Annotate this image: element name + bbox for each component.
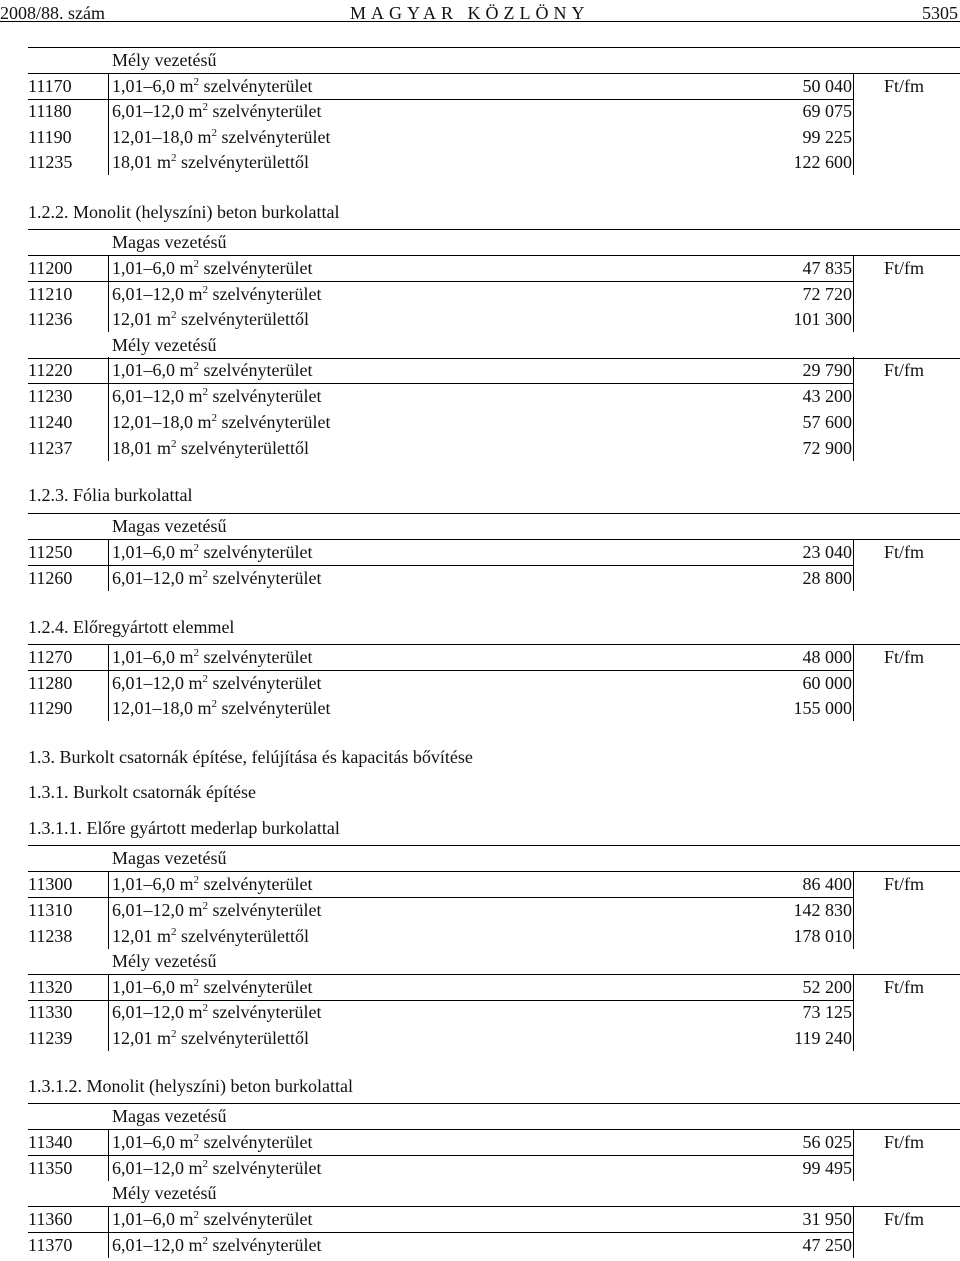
- item-code: 11250: [28, 542, 73, 562]
- exponent: 2: [193, 1209, 200, 1221]
- price-unit: Ft/fm: [884, 1209, 925, 1229]
- item-description: [112, 539, 312, 568]
- area-range: 1,01–6,0 m: [112, 1132, 194, 1152]
- conduit-type-label: Mély vezetésű: [112, 951, 217, 971]
- price-unit: Ft/fm: [884, 258, 925, 278]
- area-suffix: szelvényterület: [217, 127, 331, 147]
- area-suffix: szelvényterület: [199, 360, 313, 380]
- area-range: 1,01–6,0 m: [112, 360, 194, 380]
- column-rule: [108, 644, 109, 670]
- item-description: [112, 565, 321, 594]
- item-description: [112, 306, 309, 335]
- exponent: 2: [193, 977, 200, 989]
- area-range: 12,01 m: [112, 926, 172, 946]
- column-rule: [108, 124, 109, 150]
- item-code: 11230: [28, 386, 73, 406]
- exponent: 2: [202, 1158, 209, 1170]
- exponent: 2: [202, 673, 209, 685]
- journal-title: MAGYAR KÖZLÖNY: [350, 3, 590, 23]
- item-code: 11180: [28, 101, 72, 121]
- page-number: 5305: [922, 3, 958, 23]
- column-rule: [108, 923, 109, 949]
- unit-price: 28 800: [802, 568, 852, 588]
- table-row: [0, 357, 960, 383]
- unit-price: 72 720: [802, 284, 852, 304]
- item-description: [112, 999, 321, 1028]
- item-description: [112, 357, 312, 386]
- column-rule: [108, 73, 109, 99]
- column-rule: [853, 281, 854, 307]
- price-unit: Ft/fm: [884, 977, 925, 997]
- item-code: 11210: [28, 284, 73, 304]
- column-rule: [853, 409, 854, 435]
- item-description: [112, 1232, 321, 1261]
- item-code: 11235: [28, 152, 73, 172]
- column-rule: [853, 565, 854, 591]
- conduit-type-label: Magas vezetésű: [112, 232, 227, 252]
- item-code: 11290: [28, 698, 73, 718]
- column-rule: [108, 1232, 109, 1258]
- item-code: 11370: [28, 1235, 73, 1255]
- unit-price: 101 300: [793, 309, 852, 329]
- item-code: 11270: [28, 647, 73, 667]
- unit-price: 99 225: [802, 127, 852, 147]
- column-rule: [853, 255, 854, 281]
- item-description: [112, 383, 321, 412]
- exponent: 2: [211, 412, 218, 424]
- column-rule: [108, 435, 109, 461]
- item-code: 11237: [28, 438, 73, 458]
- item-code: 11240: [28, 412, 73, 432]
- table-row: [0, 383, 960, 409]
- area-suffix: szelvényterülettől: [176, 309, 309, 329]
- item-code: 11239: [28, 1028, 73, 1048]
- table-row: [0, 871, 960, 897]
- column-rule: [853, 871, 854, 897]
- area-range: 1,01–6,0 m: [112, 542, 194, 562]
- column-rule: [853, 73, 854, 99]
- column-rule: [108, 98, 109, 124]
- exponent: 2: [202, 1235, 209, 1247]
- table-row: [0, 695, 960, 721]
- area-suffix: szelvényterülettől: [176, 1028, 309, 1048]
- price-unit: Ft/fm: [884, 1132, 925, 1152]
- area-range: 1,01–6,0 m: [112, 977, 194, 997]
- item-description: [112, 409, 330, 438]
- exponent: 2: [202, 386, 209, 398]
- area-suffix: szelvényterület: [208, 673, 322, 693]
- area-suffix: szelvényterület: [208, 1158, 322, 1178]
- item-code: 11220: [28, 360, 73, 380]
- column-rule: [108, 255, 109, 281]
- area-range: 18,01 m: [112, 438, 172, 458]
- unit-price: 72 900: [802, 438, 852, 458]
- item-code: 11280: [28, 673, 73, 693]
- unit-price: 57 600: [802, 412, 852, 432]
- table-row: [0, 565, 960, 591]
- exponent: 2: [202, 284, 209, 296]
- unit-price: 23 040: [802, 542, 852, 562]
- item-code: 11300: [28, 874, 73, 894]
- area-suffix: szelvényterület: [199, 542, 313, 562]
- table-row: [0, 306, 960, 332]
- area-range: 12,01 m: [112, 1028, 172, 1048]
- exponent: 2: [193, 542, 200, 554]
- unit-price: 31 950: [802, 1209, 852, 1229]
- item-description: [112, 1025, 309, 1054]
- issue-number: 2008/88. szám: [0, 3, 105, 23]
- column-rule: [853, 897, 854, 923]
- column-rule: [108, 383, 109, 409]
- item-description: [112, 897, 321, 926]
- item-description: [112, 871, 312, 900]
- conduit-type-label: Mély vezetésű: [112, 335, 217, 355]
- exponent: 2: [193, 647, 200, 659]
- column-rule: [853, 435, 854, 461]
- unit-price: 60 000: [802, 673, 852, 693]
- unit-price: 47 250: [802, 1235, 852, 1255]
- unit-price: 86 400: [802, 874, 852, 894]
- area-range: 6,01–12,0 m: [112, 673, 203, 693]
- exponent: 2: [202, 900, 209, 912]
- area-range: 18,01 m: [112, 152, 172, 172]
- conduit-type-label: Magas vezetésű: [112, 516, 227, 536]
- unit-price: 73 125: [802, 1002, 852, 1022]
- item-code: 11350: [28, 1158, 73, 1178]
- column-rule: [853, 999, 854, 1025]
- area-range: 6,01–12,0 m: [112, 1158, 203, 1178]
- item-code: 11238: [28, 926, 73, 946]
- item-code: 11330: [28, 1002, 73, 1022]
- table-row: [0, 73, 960, 99]
- table-row: [0, 149, 960, 175]
- section-heading: 1.3.1. Burkolt csatornák építése: [28, 782, 256, 802]
- unit-price: 52 200: [802, 977, 852, 997]
- table-row: [0, 409, 960, 435]
- column-rule: [108, 1129, 109, 1155]
- unit-price: 69 075: [802, 101, 852, 121]
- unit-price: 50 040: [802, 76, 852, 96]
- item-description: [112, 149, 309, 178]
- column-rule: [853, 383, 854, 409]
- exponent: 2: [211, 698, 218, 710]
- item-description: [112, 98, 321, 127]
- column-rule: [108, 695, 109, 721]
- area-suffix: szelvényterület: [208, 568, 322, 588]
- item-code: 11310: [28, 900, 73, 920]
- conduit-type-label: Magas vezetésű: [112, 1106, 227, 1126]
- column-rule: [108, 409, 109, 435]
- unit-price: 122 600: [793, 152, 852, 172]
- price-unit: Ft/fm: [884, 647, 925, 667]
- item-code: 11236: [28, 309, 73, 329]
- area-suffix: szelvényterülettől: [176, 438, 309, 458]
- area-range: 12,01–18,0 m: [112, 412, 212, 432]
- item-description: [112, 1206, 312, 1235]
- column-rule: [108, 1025, 109, 1051]
- table-row: [0, 124, 960, 150]
- unit-price: 43 200: [802, 386, 852, 406]
- area-range: 6,01–12,0 m: [112, 1235, 203, 1255]
- column-rule: [853, 1232, 854, 1258]
- section-heading: 1.2.4. Előregyártott elemmel: [28, 617, 235, 637]
- column-rule: [853, 306, 854, 332]
- unit-price: 142 830: [793, 900, 852, 920]
- item-code: 11170: [28, 76, 72, 96]
- unit-price: 56 025: [802, 1132, 852, 1152]
- area-suffix: szelvényterület: [199, 1209, 313, 1229]
- header-rule: [0, 21, 960, 22]
- item-code: 11340: [28, 1132, 73, 1152]
- column-rule: [853, 98, 854, 124]
- area-range: 6,01–12,0 m: [112, 386, 203, 406]
- area-suffix: szelvényterület: [208, 386, 322, 406]
- exponent: 2: [193, 76, 200, 88]
- table-row: [0, 974, 960, 1000]
- table-row: [0, 923, 960, 949]
- area-suffix: szelvényterület: [199, 258, 313, 278]
- column-rule: [853, 695, 854, 721]
- area-range: 6,01–12,0 m: [112, 1002, 203, 1022]
- table-row: [0, 539, 960, 565]
- exponent: 2: [193, 1132, 200, 1144]
- table-row: [0, 670, 960, 696]
- table-row: [0, 1025, 960, 1051]
- unit-price: 155 000: [793, 698, 852, 718]
- unit-price: 47 835: [802, 258, 852, 278]
- area-range: 1,01–6,0 m: [112, 647, 194, 667]
- section-heading: 1.2.2. Monolit (helyszíni) beton burkolattal: [28, 202, 340, 222]
- column-rule: [853, 357, 854, 383]
- table-row: [0, 1232, 960, 1258]
- area-range: 12,01–18,0 m: [112, 127, 212, 147]
- exponent: 2: [171, 438, 177, 450]
- column-rule: [853, 124, 854, 150]
- item-description: [112, 255, 312, 284]
- section-heading: 1.3. Burkolt csatornák építése, felújítása és kapacitás bővítése: [28, 747, 473, 767]
- exponent: 2: [202, 1002, 209, 1014]
- unit-price: 48 000: [802, 647, 852, 667]
- price-unit: Ft/fm: [884, 76, 925, 96]
- area-range: 1,01–6,0 m: [112, 76, 194, 96]
- column-rule: [853, 1129, 854, 1155]
- column-rule: [108, 281, 109, 307]
- exponent: 2: [171, 152, 177, 164]
- area-suffix: szelvényterület: [199, 76, 313, 96]
- table-row: [0, 999, 960, 1025]
- exponent: 2: [171, 1028, 177, 1040]
- conduit-type-label: Magas vezetésű: [112, 848, 227, 868]
- area-suffix: szelvényterülettől: [176, 926, 309, 946]
- area-suffix: szelvényterület: [217, 698, 331, 718]
- section-heading: 1.2.3. Fólia burkolattal: [28, 485, 193, 505]
- unit-price: 119 240: [794, 1028, 852, 1048]
- area-suffix: szelvényterület: [217, 412, 331, 432]
- column-rule: [108, 1206, 109, 1232]
- column-rule: [853, 1025, 854, 1051]
- table-row: [0, 98, 960, 124]
- column-rule: [108, 670, 109, 696]
- area-suffix: szelvényterület: [199, 977, 313, 997]
- area-suffix: szelvényterület: [208, 1235, 322, 1255]
- area-suffix: szelvényterület: [208, 1002, 322, 1022]
- area-range: 6,01–12,0 m: [112, 101, 203, 121]
- column-rule: [853, 149, 854, 175]
- area-range: 6,01–12,0 m: [112, 900, 203, 920]
- column-rule: [853, 1155, 854, 1181]
- column-rule: [853, 539, 854, 565]
- table-row: [0, 435, 960, 461]
- table-row: [0, 1206, 960, 1232]
- item-description: [112, 1129, 312, 1158]
- conduit-type-label: Mély vezetésű: [112, 1183, 217, 1203]
- table-row: [0, 255, 960, 281]
- table-row: [0, 897, 960, 923]
- area-range: 12,01 m: [112, 309, 172, 329]
- price-unit: Ft/fm: [884, 874, 925, 894]
- column-rule: [853, 670, 854, 696]
- column-rule: [108, 1155, 109, 1181]
- area-range: 6,01–12,0 m: [112, 284, 203, 304]
- column-rule: [853, 923, 854, 949]
- column-rule: [108, 539, 109, 565]
- column-rule: [108, 149, 109, 175]
- item-code: 11200: [28, 258, 73, 278]
- table-row: [0, 1155, 960, 1181]
- exponent: 2: [193, 258, 200, 270]
- section-heading: 1.3.1.2. Monolit (helyszíni) beton burkolattal: [28, 1076, 353, 1096]
- area-range: 6,01–12,0 m: [112, 568, 203, 588]
- column-rule: [108, 999, 109, 1025]
- item-code: 11320: [28, 977, 73, 997]
- column-rule: [108, 974, 109, 1000]
- column-rule: [853, 1206, 854, 1232]
- table-row: [0, 644, 960, 670]
- area-suffix: szelvényterület: [199, 874, 313, 894]
- column-rule: [108, 357, 109, 383]
- column-rule: [108, 871, 109, 897]
- item-description: [112, 435, 309, 464]
- section-heading: 1.3.1.1. Előre gyártott mederlap burkolattal: [28, 818, 340, 838]
- area-range: 1,01–6,0 m: [112, 1209, 194, 1229]
- area-suffix: szelvényterület: [199, 1132, 313, 1152]
- exponent: 2: [202, 568, 209, 580]
- exponent: 2: [171, 309, 177, 321]
- area-suffix: szelvényterület: [208, 101, 322, 121]
- area-suffix: szelvényterület: [199, 647, 313, 667]
- table-row: [0, 281, 960, 307]
- exponent: 2: [211, 127, 218, 139]
- area-suffix: szelvényterülettől: [176, 152, 309, 172]
- price-unit: Ft/fm: [884, 542, 925, 562]
- column-rule: [853, 644, 854, 670]
- unit-price: 99 495: [802, 1158, 852, 1178]
- exponent: 2: [202, 101, 209, 113]
- column-rule: [108, 565, 109, 591]
- exponent: 2: [193, 360, 200, 372]
- area-range: 1,01–6,0 m: [112, 874, 194, 894]
- column-rule: [853, 974, 854, 1000]
- unit-price: 178 010: [793, 926, 852, 946]
- price-unit: Ft/fm: [884, 360, 925, 380]
- area-range: 12,01–18,0 m: [112, 698, 212, 718]
- conduit-type-label: Mély vezetésű: [112, 50, 217, 70]
- column-rule: [108, 897, 109, 923]
- area-range: 1,01–6,0 m: [112, 258, 194, 278]
- item-description: [112, 695, 330, 724]
- unit-price: 29 790: [802, 360, 852, 380]
- column-rule: [108, 306, 109, 332]
- table-row: [0, 1129, 960, 1155]
- exponent: 2: [171, 926, 177, 938]
- item-code: 11190: [28, 127, 72, 147]
- area-suffix: szelvényterület: [208, 900, 322, 920]
- area-suffix: szelvényterület: [208, 284, 322, 304]
- item-code: 11360: [28, 1209, 73, 1229]
- item-description: [112, 644, 312, 673]
- exponent: 2: [193, 874, 200, 886]
- item-code: 11260: [28, 568, 73, 588]
